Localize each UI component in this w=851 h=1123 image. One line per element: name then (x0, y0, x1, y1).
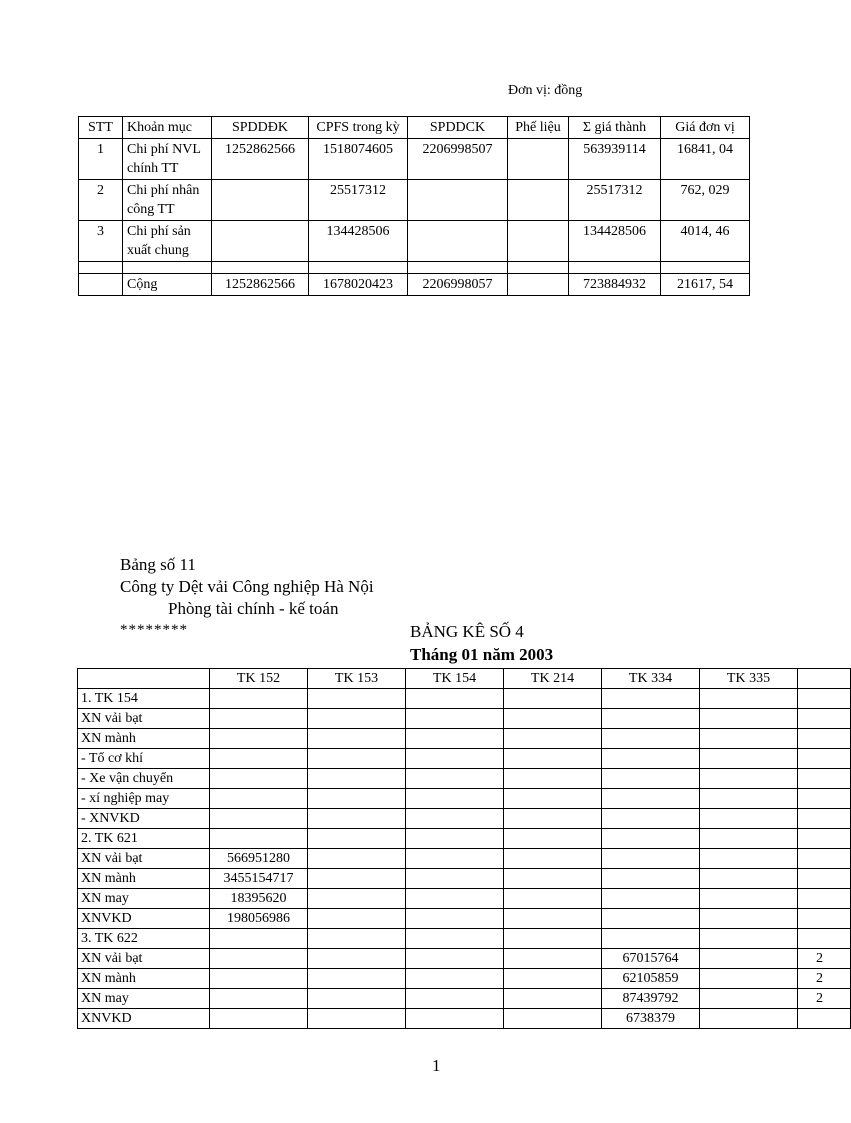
table-row (78, 789, 851, 809)
header-cell: TK 335 (700, 669, 798, 689)
table-number: Bảng số 11 (120, 555, 196, 574)
table-cell (308, 749, 406, 769)
department-name: Phòng tài chính - kế toán (168, 599, 339, 618)
header-cell (798, 669, 851, 689)
row-label-cell: XN may (78, 889, 210, 909)
table-cell (602, 909, 700, 929)
table-cell: Chi phí sản xuất chung (123, 221, 212, 262)
row-label-cell: XN mành (78, 969, 210, 989)
table-cell (308, 789, 406, 809)
table-cell (700, 849, 798, 869)
table-cell (210, 929, 308, 949)
table-cell (406, 909, 504, 929)
table-cell: 2 (798, 969, 851, 989)
table-cell (308, 989, 406, 1009)
table-cell (210, 1009, 308, 1029)
table-cell (798, 729, 851, 749)
table-cell (123, 262, 212, 274)
row-label-cell: XN mành (78, 869, 210, 889)
table-cell (406, 749, 504, 769)
table-row (78, 689, 851, 709)
table-cell (798, 909, 851, 929)
table-cell (408, 221, 508, 262)
table-cell (504, 689, 602, 709)
table-cell: 134428506 (309, 221, 408, 262)
table-cell (504, 849, 602, 869)
table-cell (309, 262, 408, 274)
table-cell: 566951280 (210, 849, 308, 869)
table-cell (308, 829, 406, 849)
table-cell (406, 729, 504, 749)
table-row (78, 709, 851, 729)
table-row (78, 929, 851, 949)
row-label-cell: - XNVKD (78, 809, 210, 829)
table-row (78, 869, 851, 889)
table-cell (602, 769, 700, 789)
table-cell (210, 789, 308, 809)
table-cell (210, 809, 308, 829)
header-cell (78, 669, 210, 689)
table-cell (508, 180, 569, 221)
table-cell (700, 969, 798, 989)
table-cell (212, 221, 309, 262)
table-cell (79, 274, 123, 296)
table-row (78, 949, 851, 969)
header-cell: TK 152 (210, 669, 308, 689)
stars-separator: ******** (120, 622, 188, 638)
table-cell (798, 889, 851, 909)
table-cell (798, 829, 851, 849)
table-cell (406, 849, 504, 869)
table-cell: 25517312 (569, 180, 661, 221)
table-cell (308, 909, 406, 929)
header-cell: TK 154 (406, 669, 504, 689)
table-cell (798, 849, 851, 869)
table-cell (504, 809, 602, 829)
row-label-cell: - Xe vận chuyển (78, 769, 210, 789)
table-cell (79, 262, 123, 274)
table-cell (308, 809, 406, 829)
table-row (79, 221, 750, 262)
table-cell (308, 849, 406, 869)
unit-label: Đơn vị: đồng (508, 83, 583, 98)
table-cell (308, 729, 406, 749)
table-row (78, 769, 851, 789)
table-cell: 25517312 (309, 180, 408, 221)
table-cell: 563939114 (569, 139, 661, 180)
table-cell (406, 889, 504, 909)
row-label-cell: - xí nghiệp may (78, 789, 210, 809)
table-cell (504, 949, 602, 969)
table-row (78, 1009, 851, 1029)
table-cell (798, 929, 851, 949)
table-cell (406, 769, 504, 789)
table-cell (504, 749, 602, 769)
table-cell (406, 689, 504, 709)
table-cell: 4014, 46 (661, 221, 750, 262)
table-cell (700, 689, 798, 709)
table-cell (504, 729, 602, 749)
table-cell (798, 789, 851, 809)
table-cell (406, 809, 504, 829)
header-cell: CPFS trong kỳ (309, 117, 408, 139)
table-cell (406, 989, 504, 1009)
table-cell (798, 689, 851, 709)
table-cell: 87439792 (602, 989, 700, 1009)
table-cell (700, 749, 798, 769)
table-cell (700, 809, 798, 829)
table-cell: Chi phí nhân công TT (123, 180, 212, 221)
table-cell (700, 929, 798, 949)
row-label-cell: XN vải bạt (78, 849, 210, 869)
table-cell (602, 749, 700, 769)
table-cell: 6738379 (602, 1009, 700, 1029)
table-cell: 1252862566 (212, 274, 309, 296)
table-cell: 198056986 (210, 909, 308, 929)
table-cell (700, 829, 798, 849)
table-cell: 62105859 (602, 969, 700, 989)
table-cell: 3455154717 (210, 869, 308, 889)
table-cell (700, 889, 798, 909)
cost-table (78, 116, 750, 296)
table-cell: Cộng (123, 274, 212, 296)
table-cell (602, 929, 700, 949)
row-label-cell: XNVKD (78, 1009, 210, 1029)
table-cell (504, 709, 602, 729)
table-cell (308, 689, 406, 709)
table-cell (504, 769, 602, 789)
table-cell: 1678020423 (309, 274, 408, 296)
table-cell (308, 869, 406, 889)
row-label-cell: XN may (78, 989, 210, 1009)
row-label-cell: 1. TK 154 (78, 689, 210, 709)
table-cell (602, 729, 700, 749)
table-cell (210, 829, 308, 849)
table-cell (798, 749, 851, 769)
table-cell (210, 969, 308, 989)
table-cell (406, 929, 504, 949)
table-cell (210, 949, 308, 969)
table-cell (798, 869, 851, 889)
header-cell: TK 214 (504, 669, 602, 689)
row-label-cell: XN vải bạt (78, 949, 210, 969)
table-cell: 2206998507 (408, 139, 508, 180)
table-cell (602, 709, 700, 729)
table-cell (508, 139, 569, 180)
table-cell (700, 729, 798, 749)
table-cell (308, 709, 406, 729)
table-cell (602, 889, 700, 909)
table-cell (602, 849, 700, 869)
row-label-cell: - Tổ cơ khí (78, 749, 210, 769)
table-cell: 762, 029 (661, 180, 750, 221)
table-cell (700, 789, 798, 809)
table-cell (700, 709, 798, 729)
table-cell (406, 969, 504, 989)
ledger-table (77, 668, 851, 1029)
table-cell (504, 889, 602, 909)
table-cell (504, 909, 602, 929)
table-cell (308, 969, 406, 989)
row-label-cell: XN mành (78, 729, 210, 749)
table-cell (661, 262, 750, 274)
table-cell: 2206998057 (408, 274, 508, 296)
table-cell (308, 1009, 406, 1029)
table-cell (602, 869, 700, 889)
table-cell (700, 869, 798, 889)
table-cell (700, 769, 798, 789)
table-row (78, 749, 851, 769)
row-label-cell: XN vải bạt (78, 709, 210, 729)
table2-subtitle: Tháng 01 năm 2003 (410, 645, 554, 664)
table-cell (700, 989, 798, 1009)
table-cell (308, 949, 406, 969)
table-cell (406, 709, 504, 729)
table-cell (504, 789, 602, 809)
table-cell: 18395620 (210, 889, 308, 909)
table-row (79, 180, 750, 221)
table-cell (308, 929, 406, 949)
table-header-row (78, 669, 851, 689)
table-row (78, 969, 851, 989)
table-cell (504, 969, 602, 989)
table2-title: BẢNG KÊ SỐ 4 (410, 622, 524, 641)
table-cell: 2 (798, 989, 851, 1009)
table-cell (602, 789, 700, 809)
table-cell (210, 989, 308, 1009)
table-cell (504, 989, 602, 1009)
table-cell (504, 1009, 602, 1029)
table-cell: 134428506 (569, 221, 661, 262)
table-cell (308, 889, 406, 909)
table-cell: 16841, 04 (661, 139, 750, 180)
header-cell: Phế liệu (508, 117, 569, 139)
table-cell: 1 (79, 139, 123, 180)
table-cell (406, 789, 504, 809)
table-row (78, 989, 851, 1009)
header-cell: Khoản mục (123, 117, 212, 139)
table-row (79, 274, 750, 296)
table-cell (508, 262, 569, 274)
table-cell: 2 (798, 949, 851, 969)
table-header-row (79, 117, 750, 139)
table-cell (308, 769, 406, 789)
table-cell: 1518074605 (309, 139, 408, 180)
table-cell (798, 1009, 851, 1029)
table-cell (798, 769, 851, 789)
table-row (79, 262, 750, 274)
header-cell: STT (79, 117, 123, 139)
table-cell (508, 274, 569, 296)
header-cell: TK 153 (308, 669, 406, 689)
table-cell: 67015764 (602, 949, 700, 969)
table-cell (210, 729, 308, 749)
table-cell: 723884932 (569, 274, 661, 296)
table-cell (798, 809, 851, 829)
table-cell (210, 689, 308, 709)
table-cell (210, 749, 308, 769)
table-cell (212, 262, 309, 274)
table-cell (504, 929, 602, 949)
table-cell (602, 689, 700, 709)
table-cell: Chi phí NVL chính TT (123, 139, 212, 180)
table-row (78, 829, 851, 849)
table-cell (569, 262, 661, 274)
table-row (78, 889, 851, 909)
table-row (78, 809, 851, 829)
table-cell: 3 (79, 221, 123, 262)
table-cell (408, 180, 508, 221)
table-row (78, 729, 851, 749)
table-cell (700, 1009, 798, 1029)
table-cell (700, 909, 798, 929)
table-cell (602, 829, 700, 849)
row-label-cell: 2. TK 621 (78, 829, 210, 849)
table-cell (408, 262, 508, 274)
header-cell: Σ giá thành (569, 117, 661, 139)
table-cell (406, 869, 504, 889)
table-cell (508, 221, 569, 262)
table-cell (602, 809, 700, 829)
table-cell (700, 949, 798, 969)
table-row (78, 849, 851, 869)
header-cell: Giá đơn vị (661, 117, 750, 139)
table-cell (406, 949, 504, 969)
header-cell: SPDDCK (408, 117, 508, 139)
table-cell: 1252862566 (212, 139, 309, 180)
table-cell (212, 180, 309, 221)
table-cell: 2 (79, 180, 123, 221)
header-cell: SPDDĐK (212, 117, 309, 139)
table-cell (210, 709, 308, 729)
table-cell (406, 1009, 504, 1029)
table-cell (798, 709, 851, 729)
page-number: 1 (432, 1056, 441, 1075)
table-row (78, 909, 851, 929)
table-cell (210, 769, 308, 789)
table-cell (504, 829, 602, 849)
row-label-cell: XNVKD (78, 909, 210, 929)
header-cell: TK 334 (602, 669, 700, 689)
table-row (79, 139, 750, 180)
table-cell: 21617, 54 (661, 274, 750, 296)
company-name: Công ty Dệt vải Công nghiệp Hà Nội (120, 577, 374, 596)
table-cell (406, 829, 504, 849)
table-cell (504, 869, 602, 889)
row-label-cell: 3. TK 622 (78, 929, 210, 949)
